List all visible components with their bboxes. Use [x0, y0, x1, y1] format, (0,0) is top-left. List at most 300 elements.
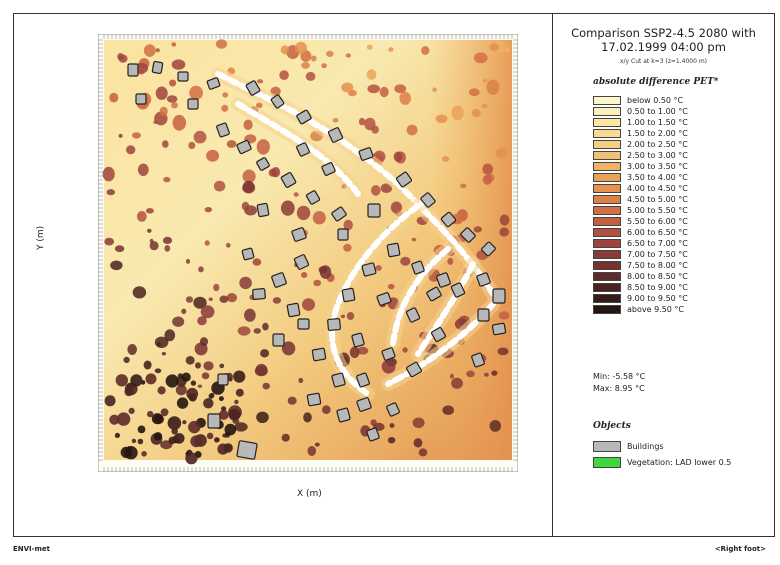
tree-patch: [234, 400, 238, 404]
tree-patch: [504, 47, 510, 53]
legend-swatch: [593, 206, 621, 215]
tree-patch: [104, 238, 114, 246]
tree-patch: [254, 328, 261, 334]
building: [178, 72, 188, 81]
legend-item: [593, 282, 688, 293]
legend-swatch: [593, 107, 621, 116]
tree-patch: [481, 104, 487, 108]
legend-item: [593, 216, 688, 227]
legend-swatch: [593, 250, 621, 259]
tree-patch: [294, 192, 299, 196]
legend-swatch: [593, 272, 621, 281]
legend-swatch: [593, 129, 621, 138]
tree-patch: [209, 298, 213, 301]
legend-swatch: [593, 140, 621, 149]
tree-patch: [242, 202, 249, 211]
tree-patch: [313, 280, 321, 286]
tree-patch: [255, 366, 268, 376]
tree-patch: [191, 380, 196, 385]
tree-patch: [205, 207, 212, 212]
tree-patch: [181, 309, 186, 314]
print-page-frame: [13, 13, 775, 537]
tree-patch: [447, 258, 453, 265]
legend-item: [593, 106, 688, 117]
legend-swatch: [593, 283, 621, 292]
tree-patch: [171, 42, 176, 46]
tree-patch: [239, 277, 252, 289]
tree-patch: [388, 284, 395, 289]
building: [218, 374, 228, 385]
tree-patch: [451, 378, 463, 389]
tree-patch: [146, 208, 154, 214]
tree-patch: [107, 189, 115, 195]
tree-patch: [221, 105, 228, 112]
tree-patch: [496, 148, 508, 158]
tree-patch: [116, 374, 128, 386]
building: [242, 248, 254, 260]
tree-patch: [399, 92, 411, 105]
tree-patch: [138, 426, 146, 434]
tree-patch: [166, 374, 179, 387]
footer-right: <Right foot>: [714, 545, 766, 553]
tree-patch: [490, 43, 499, 51]
legend-label: 4.00 to 4.50 °C: [627, 184, 688, 193]
tree-patch: [177, 397, 188, 408]
tree-patch: [413, 418, 425, 429]
tree-patch: [326, 51, 334, 57]
legend-item: [593, 271, 688, 282]
tree-patch: [155, 368, 162, 373]
tree-patch: [271, 167, 280, 177]
tree-patch: [322, 405, 331, 414]
legend-swatch: [593, 184, 621, 193]
tree-patch: [321, 63, 327, 68]
tree-patch: [234, 422, 247, 431]
tree-patch: [460, 184, 466, 189]
building: [492, 323, 506, 335]
tree-patch: [474, 53, 488, 64]
legend-list: [593, 95, 688, 315]
tree-patch: [215, 438, 219, 442]
tree-patch: [182, 373, 191, 382]
tree-patch: [219, 396, 224, 401]
legend-swatch: [593, 195, 621, 204]
legend-swatch: [593, 305, 621, 314]
tree-patch: [129, 408, 135, 414]
tree-patch: [158, 386, 166, 394]
tree-patch: [273, 297, 281, 304]
tree-patch: [117, 412, 130, 425]
tree-patch: [490, 420, 501, 432]
legend-item: [593, 260, 688, 271]
tree-patch: [500, 215, 510, 226]
legend-item: [593, 128, 688, 139]
tree-patch: [253, 258, 262, 265]
building: [253, 288, 266, 299]
tree-patch: [257, 139, 270, 155]
tree-patch: [163, 237, 172, 244]
x-axis-label: X (m): [297, 489, 322, 499]
max-value: Max: 8.95 °C: [593, 384, 645, 393]
building: [368, 204, 380, 217]
legend-label: above 9.50 °C: [627, 305, 685, 314]
legend-item: [593, 227, 688, 238]
tree-patch: [126, 145, 135, 154]
tree-patch: [402, 347, 407, 352]
legend-swatch: [593, 261, 621, 270]
building: [338, 229, 348, 240]
tree-patch: [172, 317, 184, 327]
object-item: [593, 439, 731, 453]
tree-patch: [499, 227, 509, 236]
legend-item: [593, 304, 688, 315]
legend-swatch: [593, 217, 621, 226]
legend-item: [593, 205, 688, 216]
tree-patch: [367, 69, 377, 80]
tree-patch: [138, 439, 144, 445]
tree-patch: [298, 378, 303, 383]
tree-patch: [472, 109, 481, 117]
tree-patch: [167, 95, 178, 102]
tree-patch: [263, 383, 270, 390]
tree-patch: [182, 420, 186, 424]
tree-patch: [320, 265, 331, 279]
tree-patch: [238, 326, 251, 335]
building: [257, 203, 269, 217]
tree-patch: [201, 305, 215, 318]
legend-item: [593, 249, 688, 260]
tree-patch: [288, 397, 297, 405]
legend-item: [593, 183, 688, 194]
tree-patch: [390, 423, 395, 428]
legend-panel: [553, 14, 774, 536]
tree-patch: [168, 416, 182, 430]
tree-patch: [115, 245, 124, 252]
tree-patch: [244, 120, 253, 131]
tree-patch: [303, 412, 312, 422]
tree-patch: [147, 229, 152, 233]
legend-label: 0.50 to 1.00 °C: [627, 107, 688, 116]
tree-patch: [188, 142, 195, 149]
tree-patch: [388, 437, 395, 443]
tree-patch: [132, 439, 136, 443]
object-item: [593, 455, 731, 469]
tree-patch: [141, 451, 147, 457]
tree-patch: [367, 84, 380, 93]
objects-title: Objects: [593, 421, 631, 431]
tree-patch: [195, 362, 201, 368]
building: [342, 288, 355, 302]
tree-patch: [394, 152, 403, 162]
tree-patch: [375, 265, 381, 271]
tree-patch: [207, 433, 214, 440]
legend-label: 3.00 to 3.50 °C: [627, 162, 688, 171]
legend-swatch: [593, 239, 621, 248]
legend-item: [593, 293, 688, 304]
building: [307, 393, 321, 406]
tree-patch: [156, 87, 168, 100]
tree-patch: [452, 106, 464, 121]
tree-patch: [220, 296, 229, 303]
tree-patch: [297, 206, 310, 220]
footer-left: ENVI-met: [13, 545, 50, 553]
tree-patch: [118, 55, 127, 63]
tree-patch: [172, 435, 179, 442]
legend-swatch: [593, 96, 621, 105]
tree-patch: [186, 296, 193, 303]
tree-patch: [388, 47, 393, 52]
building: [478, 309, 489, 321]
tree-patch: [109, 93, 118, 103]
tree-patch: [483, 79, 488, 83]
legend-label: 1.50 to 2.00 °C: [627, 129, 688, 138]
tree-patch: [144, 361, 152, 370]
tree-patch: [216, 39, 227, 49]
tree-patch: [203, 398, 213, 408]
legend-label: 5.00 to 5.50 °C: [627, 206, 688, 215]
tree-patch: [171, 428, 178, 435]
tree-patch: [219, 364, 224, 369]
legend-item: [593, 150, 688, 161]
tree-patch: [186, 259, 190, 264]
building: [312, 348, 326, 361]
tree-patch: [123, 357, 129, 363]
tree-patch: [244, 309, 256, 322]
legend-swatch: [593, 173, 621, 182]
tree-patch: [436, 115, 448, 124]
tree-patch: [367, 45, 373, 50]
building: [493, 289, 505, 303]
tree-patch: [198, 266, 204, 272]
tree-patch: [229, 409, 241, 421]
pet-difference-map[interactable]: [98, 34, 518, 472]
legend-swatch: [593, 162, 621, 171]
building: [298, 319, 309, 329]
legend-label: 8.50 to 9.00 °C: [627, 283, 688, 292]
tree-patch: [198, 385, 202, 388]
tree-patch: [394, 84, 406, 93]
building: [152, 61, 163, 73]
legend-item: [593, 172, 688, 183]
tree-patch: [138, 164, 149, 177]
tree-patch: [382, 360, 396, 374]
tree-patch: [236, 389, 244, 397]
legend-item: [593, 161, 688, 172]
tree-patch: [173, 115, 186, 131]
tree-patch: [279, 70, 289, 80]
tree-patch: [162, 140, 169, 148]
building: [128, 64, 138, 76]
building: [337, 408, 351, 422]
legend-label: 8.00 to 8.50 °C: [627, 272, 688, 281]
tree-patch: [484, 373, 489, 377]
legend-item: [593, 139, 688, 150]
legend-label: 7.00 to 7.50 °C: [627, 250, 688, 259]
legend-label: 7.50 to 8.00 °C: [627, 261, 688, 270]
tree-patch: [169, 80, 176, 87]
building: [328, 318, 341, 330]
legend-item: [593, 238, 688, 249]
tree-patch: [233, 371, 245, 383]
tree-patch: [400, 257, 410, 266]
map-panel: [14, 14, 552, 536]
tree-patch: [432, 87, 437, 92]
building: [387, 243, 400, 257]
tree-patch: [371, 126, 379, 134]
objects-list: [593, 439, 731, 471]
tree-patch: [281, 45, 289, 54]
building: [188, 99, 198, 109]
tree-patch: [214, 181, 225, 192]
tree-patch: [205, 240, 210, 245]
legend-label: below 0.50 °C: [627, 96, 684, 105]
tree-patch: [301, 62, 310, 69]
tree-patch: [119, 134, 123, 138]
tree-patch: [164, 245, 170, 252]
tree-patch: [137, 211, 147, 222]
tree-patch: [222, 433, 227, 437]
tree-patch: [222, 92, 228, 97]
min-max-stats: [593, 371, 645, 395]
building: [237, 441, 258, 460]
tree-patch: [209, 394, 214, 399]
building: [352, 333, 365, 347]
tree-patch: [179, 63, 184, 67]
tree-patch: [281, 201, 295, 216]
tree-patch: [115, 433, 120, 438]
object-swatch: [593, 457, 621, 468]
legend-swatch: [593, 118, 621, 127]
tree-patch: [188, 421, 200, 433]
tree-patch: [474, 226, 482, 232]
tree-patch: [414, 438, 423, 447]
tree-patch: [225, 424, 237, 436]
legend-label: 3.50 to 4.00 °C: [627, 173, 688, 182]
tree-patch: [124, 446, 137, 459]
tree-patch: [133, 286, 147, 298]
tree-patch: [227, 140, 237, 148]
object-label: Buildings: [627, 441, 664, 451]
tree-patch: [359, 118, 365, 125]
tree-patch: [155, 337, 169, 348]
tree-patch: [152, 413, 163, 424]
tree-patch: [483, 175, 493, 185]
tree-patch: [154, 432, 162, 440]
legend-label: 6.50 to 7.00 °C: [627, 239, 688, 248]
legend-item: [593, 117, 688, 128]
tree-patch: [498, 348, 509, 356]
tree-patch: [206, 150, 219, 162]
legend-item: [593, 95, 688, 106]
tree-patch: [346, 53, 351, 57]
tree-patch: [407, 125, 418, 136]
tree-patch: [200, 337, 208, 346]
tree-patch: [315, 443, 320, 447]
legend-swatch: [593, 228, 621, 237]
legend-swatch: [593, 294, 621, 303]
legend-label: 4.50 to 5.00 °C: [627, 195, 688, 204]
object-swatch: [593, 441, 621, 452]
tree-patch: [150, 241, 159, 250]
tree-patch: [469, 88, 480, 96]
building: [362, 263, 376, 277]
tree-patch: [186, 388, 198, 400]
tree-patch: [295, 42, 307, 54]
tree-patch: [256, 412, 269, 423]
tree-patch: [442, 405, 454, 415]
y-axis-label: Y (m): [36, 225, 46, 250]
tree-patch: [350, 347, 360, 358]
plot-subtitle: x/y Cut at k=3 (z=1.4000 m): [619, 58, 708, 65]
legend-label: 9.00 to 9.50 °C: [627, 294, 688, 303]
tree-patch: [308, 446, 317, 456]
tree-patch: [491, 370, 497, 375]
legend-title: absolute difference PET*: [593, 77, 719, 87]
tree-patch: [171, 102, 178, 108]
building: [208, 414, 220, 428]
tree-patch: [226, 243, 231, 248]
tree-patch: [217, 444, 228, 455]
tree-patch: [103, 167, 115, 182]
tree-patch: [190, 435, 202, 447]
tree-patch: [301, 272, 307, 278]
tree-patch: [262, 323, 269, 331]
tree-patch: [189, 86, 203, 100]
tree-patch: [450, 374, 454, 379]
building: [273, 334, 284, 346]
tree-patch: [127, 344, 137, 355]
tree-patch: [466, 371, 475, 378]
tree-patch: [163, 177, 170, 182]
tree-patch: [371, 185, 381, 196]
tree-patch: [412, 238, 417, 242]
legend-label: 1.00 to 1.50 °C: [627, 118, 688, 127]
tree-patch: [186, 356, 195, 365]
tree-patch: [194, 131, 207, 144]
tree-patch: [419, 448, 428, 456]
tree-patch: [213, 284, 219, 291]
tree-patch: [243, 181, 255, 193]
legend-label: 6.00 to 6.50 °C: [627, 228, 688, 237]
object-label: Vegetation: LAD lower 0.5: [627, 457, 732, 467]
tree-patch: [499, 311, 510, 319]
tree-patch: [311, 56, 317, 62]
legend-label: 2.00 to 2.50 °C: [627, 140, 688, 149]
tree-patch: [260, 349, 269, 357]
tree-patch: [132, 132, 141, 138]
tree-patch: [482, 164, 493, 175]
tree-patch: [313, 211, 326, 224]
tree-patch: [442, 156, 449, 162]
plot-title: Comparison SSP2-4.5 2080 with 17.02.1999 04:00 pm: [571, 26, 756, 54]
tree-patch: [110, 261, 122, 271]
tree-patch: [203, 361, 213, 370]
tree-patch: [156, 48, 160, 52]
legend-item: [593, 194, 688, 205]
tree-patch: [421, 46, 429, 55]
tree-patch: [185, 452, 197, 464]
legend-swatch: [593, 151, 621, 160]
min-value: Min: -5.58 °C: [593, 372, 646, 381]
tree-patch: [144, 44, 156, 57]
tree-patch: [257, 79, 263, 83]
tree-patch: [227, 293, 237, 302]
legend-label: 2.50 to 3.00 °C: [627, 151, 688, 160]
tree-patch: [347, 312, 354, 320]
tree-patch: [333, 118, 339, 123]
legend-label: 5.50 to 6.00 °C: [627, 217, 688, 226]
tree-patch: [130, 374, 142, 386]
